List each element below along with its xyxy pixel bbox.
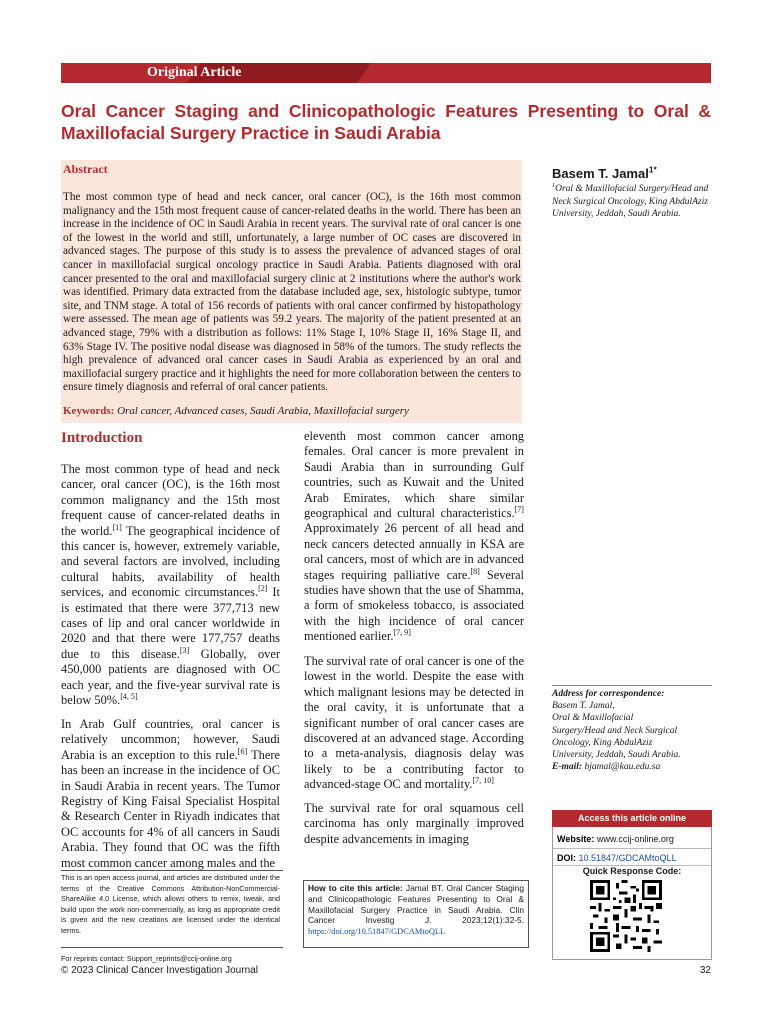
qr-label: Quick Response Code: (582, 866, 682, 876)
cite-body: Jamal BT. Oral Cancer Staging and Clinicopathologic Features Presenting to Oral & Maxillofacial Surgery Practice in Saudi Arabia. Clin Cancer Investig J. 2023;12(1):32-5. (308, 883, 524, 926)
access-divider (553, 848, 711, 849)
correspondence-block (552, 688, 712, 773)
website-row (557, 833, 707, 845)
copyright: © 2023 Clinical Cancer Investigation Journal (61, 965, 258, 976)
correspondence-line: Surgery/Head and Neck Surgical (552, 725, 678, 736)
introduction-heading: Introduction (61, 430, 143, 446)
author-marker: 1* (648, 164, 657, 175)
affiliation-marker: 1 (552, 182, 556, 189)
citation-ref[interactable]: [7, 9] (393, 628, 411, 638)
correspondence-email (552, 761, 712, 773)
citation-ref[interactable]: [7] (514, 504, 524, 514)
article-title (61, 100, 711, 144)
citation-ref[interactable]: [6] (237, 746, 248, 756)
email-link[interactable]: bjamal@kau.edu.sa (584, 762, 661, 773)
citation-ref[interactable]: [7, 10] (472, 776, 494, 786)
doi-link[interactable]: 10.51847/GDCAMtoQLL (578, 853, 677, 863)
correspondence-heading: Address for correspondence: (552, 689, 665, 699)
keywords-label: Keywords: (63, 405, 115, 417)
reprints-contact: For reprints contact: Support_reprints@ccij-online.org (61, 954, 232, 963)
correspondence-line: University, Jeddah, Saudi Arabia. (552, 750, 681, 761)
intro-paragraph-5: The survival rate for oral squamous cell carcinoma has only marginally improved despite advancements in imaging (304, 801, 524, 846)
author-name (552, 166, 657, 181)
page-number: 32 (699, 965, 711, 976)
cite-text (308, 883, 524, 938)
abstract-body: The most common type of head and neck cancer, oral cancer (OC), is the 16th most common malignancy and the 15th most frequent cause of cancer-related deaths in the world. There has been an increase in the incidence of OC in Saudi Arabia in recent years. The survival rate of oral cancer is one of the lowest in the world and still, unfortunately, a large number of OC cases are discovered in advanced stages. The purpose of this study is to assess the prevalence of advanced stages of oral cancer in maxillofacial surgical oncology practice in Saudi Arabia. Patients diagnosed with oral cancer presented to the oral and maxillofacial surgery clinic at 2 institutions where the author's work was identified. Primary data extracted from the database included age, sex, histologic subtype, tumor site, and TNM stage. A total of 156 records of patients with oral cancer confirmed by histopathology were assessed. The mean age of patients was 59.2 years. The majority of the patient presented at an advanced stage, 79% with a distribution as follows: 11% Stage I, 10% Stage II, 16% Stage II, and 63% Stage IV. The positive nodal disease was diagnosed in 58% of the tumors. The study reflects the high prevalence of advanced oral cancer cases in Saudi Arabia as experienced by an oral and maxillofacial surgery practice and it highlights the need for more collaboration between the centers to ensure timely diagnosis and referral of oral cancer patients. (63, 191, 521, 394)
author-name-text: Basem T. Jamal (552, 166, 649, 181)
website-label: Website: (557, 834, 595, 844)
qr-code[interactable] (590, 880, 662, 952)
abstract-heading: Abstract (63, 162, 108, 176)
citation-ref[interactable]: [4, 5] (120, 691, 138, 701)
correspondence-line: Oral & Maxillofacial (552, 713, 634, 724)
citation-ref[interactable]: [1] (112, 522, 122, 532)
keywords (63, 404, 521, 418)
citation-ref[interactable]: [8] (470, 566, 480, 576)
email-label: E-mail: (552, 762, 583, 773)
correspondence-divider (552, 685, 712, 686)
author-affiliation (552, 183, 712, 221)
access-title: Access this article online (552, 810, 712, 827)
affiliation-text: Oral & Maxillofacial Surgery/Head and Neck Surgical Oncology, King AbdulAziz University, Jeddah, Saudi Arabia. (552, 184, 709, 219)
license-text: This is an open access journal, and articles are distributed under the terms of the Creative Commons Attribution-NonCommercial-ShareAlike 4.0 License, which allows others to remix, tweak, and build upon the work non-commercially, as long as appropriate credit is given and the new creations are licensed under the identical terms. (61, 873, 280, 935)
cite-label: How to cite this article: (308, 883, 403, 893)
intro-paragraph-2: In Arab Gulf countries, oral cancer is relatively uncommon; however, Saudi Arabia is an exception to this rule.[6] There has been an increase in the incidence of OC in Saudi Arabia in recent years. The Tumor Registry of King Faisal Specialist Hospital & Research Center in Riyadh indicates that OC accounts for 4% of all cancers in Saudi Arabia. They found that OC was the fifth most common cancer among males and the (61, 717, 280, 870)
intro-paragraph-4: The survival rate of oral cancer is one of the lowest in the world. Despite the ease with which malignant lesions may be detected in the oral cavity, it is unfortunate that a significant number of oral cancer cases are discovered at an advanced stage. According to a meta-analysis, diagnosis delay was likely to be a contributing factor to advanced-stage OC and mortality.[7, 10] (304, 654, 524, 792)
keywords-value: Oral cancer, Advanced cases, Saudi Arabia, Maxillofacial surgery (117, 405, 409, 417)
correspondence-line: Basem T. Jamal, (552, 701, 615, 712)
citation-ref[interactable]: [3] (179, 645, 190, 655)
doi-row (557, 852, 707, 864)
intro-paragraph-1: The most common type of head and neck cancer, oral cancer (OC), is the 16th most common malignancy and the 15th most frequent cause of cancer-related deaths in the world.[1] The geographical incidence of this cancer is, however, extremely variable, and several factors are involved, including cultural habits, availability of health services, and economic circumstances.[2] It is estimated that there were 377,713 new cases of lip and oral cancer worldwide in 2020 and that there were 177,757 deaths due to this disease.[3] Globally, over 450,000 patients are diagnosed with OC each year, and the five-year survival rate is below 50%.[4, 5] (61, 462, 280, 708)
cite-doi-link[interactable]: https://doi.org/10.51847/GDCAMtoQLL (308, 927, 446, 937)
correspondence-line: Oncology, King AbdulAziz (552, 737, 653, 748)
intro-paragraph-3: eleventh most common cancer among females. Oral cancer is more prevalent in Saudi Arabia than in surrounding Gulf countries, such as Kuwait and the United Arab Emirates, which share similar geographical and cultural characteristics.[7] Approximately 26 percent of all head and neck cancers detected annually in KSA are oral cancers, most of which are in advanced stages requiring palliative care.[8] Several studies have shown that the use of Shamma, a form of smokeless tobacco, is associated with the high incidence of oral cancer mentioned earlier.[7, 9] (304, 429, 524, 644)
title-line-2: Maxillofacial Surgery Practice in Saudi Arabia (61, 123, 441, 143)
section-label: Original Article (147, 65, 242, 80)
doi-label: DOI: (557, 853, 576, 863)
website-link[interactable]: www.ccij-online.org (596, 834, 674, 844)
citation-ref[interactable]: [2] (258, 584, 268, 594)
title-line-1: Oral Cancer Staging and Clinicopathologic Features Presenting to Oral & (61, 101, 711, 121)
